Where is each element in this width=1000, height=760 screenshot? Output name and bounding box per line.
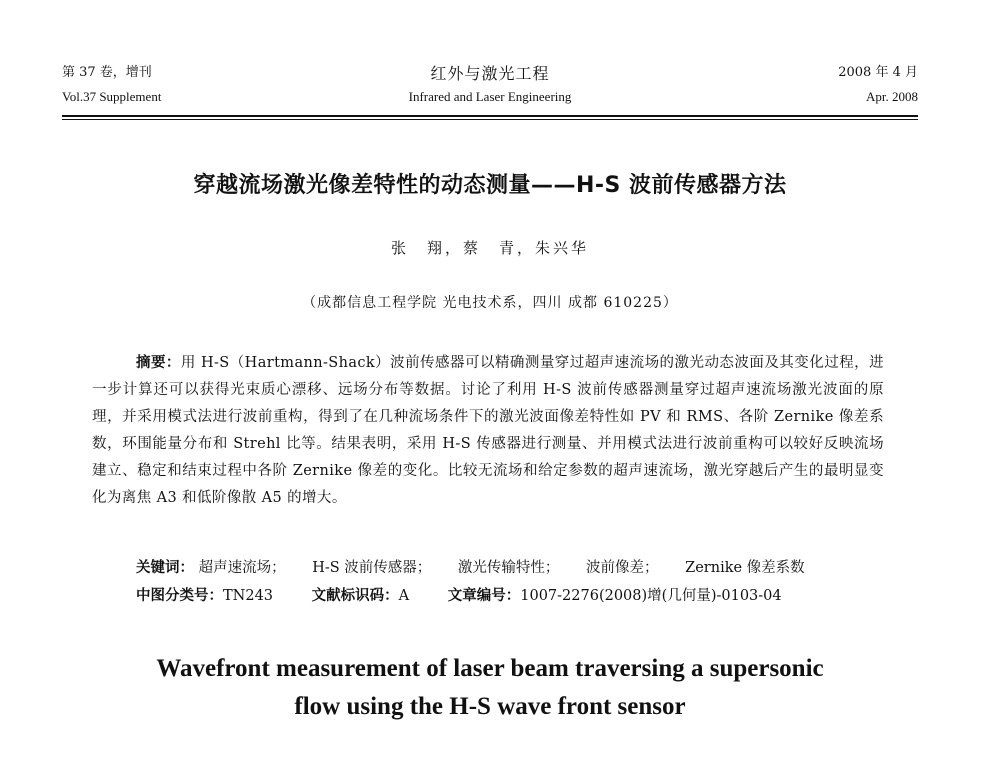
keyword-item: 激光传输特性； — [457, 560, 560, 576]
keyword-item: 波前像差； — [586, 560, 659, 576]
paper-title-en-line1: Wavefront measurement of laser beam traversing a supersonic — [156, 655, 824, 682]
paper-title-en-line2: flow using the H-S wave front sensor — [294, 693, 686, 720]
clc-value: TN243 — [223, 588, 274, 604]
keyword-item: H-S 波前传感器； — [312, 560, 432, 576]
article-number-label: 文章编号： — [447, 588, 521, 604]
keywords-label: 关键词： — [136, 560, 194, 576]
journal-name-en: Infrared and Laser Engineering — [408, 89, 572, 104]
author-list: 张 翔，蔡 青，朱兴华 — [390, 239, 589, 257]
keyword-item: 超声速流场； — [198, 560, 286, 576]
paper-title-en — [62, 650, 918, 726]
keyword-item: Zernike 像差系数 — [685, 560, 805, 576]
issue-date-en: Apr. 2008 — [866, 89, 918, 104]
document-code — [312, 588, 414, 604]
keywords — [136, 555, 896, 582]
abstract-text: 用 H-S（Hartmann-Shack）波前传感器可以精确测量穿过超声速流场的激光动态波面及其变化过程，进一步计算还可以获得光束质心漂移、远场分布等数据。讨论了利用 H-S 波前传感器测量穿过超声速流场激光波面的原理，并采用模式法进行波前重构，得到了在几种流场条件下的激光波面像差特性如 PV 和 RMS、各阶 Zernike 像差系数，环围能量分布和 Strehl 比等。结果表明，采用 H-S 传感器进行测量、并用模式法进行波前重构可以较好反映流场建立、稳定和结束过程中各阶 Zernike 像差的变化。比较无流场和给定参数的超声速流场，激光穿越后产生的最明显变化为离焦 A3 和低阶像散 A5 的增大。 — [92, 355, 884, 506]
clc-number — [136, 588, 278, 604]
journal-name-cn: 红外与激光工程 — [430, 64, 550, 83]
clc-label: 中图分类号： — [136, 588, 223, 604]
journal-name — [62, 64, 918, 106]
issue-date — [838, 64, 918, 106]
abstract — [92, 350, 884, 512]
abstract-label: 摘要： — [136, 355, 181, 371]
classification-line — [136, 583, 896, 610]
issue-date-cn: 2008 年 4 月 — [838, 65, 918, 80]
volume-en: Vol.37 Supplement — [62, 89, 162, 104]
header-rule-thick — [62, 115, 918, 117]
header-rule-thin — [62, 119, 918, 120]
volume-cn: 第 37 卷，增刊 — [62, 65, 152, 80]
paper-title-cn: 穿越流场激光像差特性的动态测量——H-S 波前传感器方法 — [193, 173, 787, 198]
article-number — [448, 588, 782, 604]
article-number-value: 1007-2276(2008)增(几何量)-0103-04 — [520, 588, 782, 604]
document-code-value: A — [398, 588, 410, 604]
affiliation: （成都信息工程学院 光电技术系，四川 成都 610225） — [302, 295, 678, 311]
document-code-label: 文献标识码： — [311, 588, 399, 604]
